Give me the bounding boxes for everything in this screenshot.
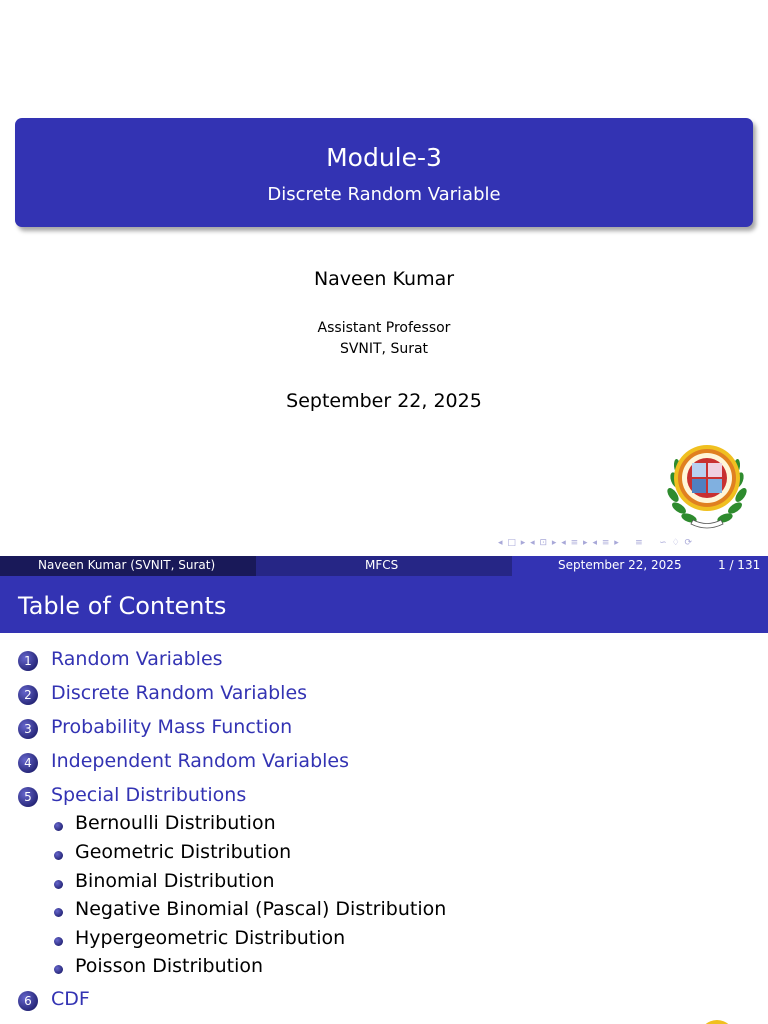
section-number-badge: 1: [18, 651, 38, 671]
subsection-link[interactable]: Bernoulli Distribution: [75, 812, 276, 834]
section-link[interactable]: Discrete Random Variables: [51, 682, 308, 704]
slide-subtitle: Discrete Random Variable: [267, 184, 501, 205]
section-link[interactable]: Special Distributions: [51, 784, 247, 806]
section-number-badge: 4: [18, 753, 38, 773]
author-position: Assistant Professor: [317, 320, 451, 336]
bullet-icon: [54, 851, 63, 860]
subsection-link[interactable]: Binomial Distribution: [75, 870, 275, 892]
bullet-icon: [54, 880, 63, 889]
author-name: Naveen Kumar: [313, 268, 455, 290]
slide-title: Module-3: [326, 143, 442, 172]
section-number-badge: 6: [18, 991, 38, 1011]
footer-date: September 22, 2025: [558, 558, 682, 572]
institute-logo-partial: [694, 1016, 740, 1024]
bullet-icon: [54, 822, 63, 831]
navigation-symbols[interactable]: ◂ □ ▸ ◂ ⊡ ▸ ◂ ≡ ▸ ◂ ≡ ▸ ≡ ∽ ♢ ⟳: [498, 538, 694, 548]
section-number-badge: 2: [18, 685, 38, 705]
presentation-date: September 22, 2025: [286, 390, 482, 412]
section-link[interactable]: CDF: [51, 988, 90, 1010]
slide-footer: [0, 556, 768, 576]
section-link[interactable]: Probability Mass Function: [51, 716, 293, 738]
footer-author: Naveen Kumar (SVNIT, Surat): [38, 558, 216, 572]
subsection-link[interactable]: Poisson Distribution: [75, 955, 264, 977]
title-block: [15, 118, 753, 227]
bullet-icon: [54, 937, 63, 946]
subsection-link[interactable]: Geometric Distribution: [75, 841, 292, 863]
footer-course: MFCS: [365, 558, 399, 572]
section-number-badge: 3: [18, 719, 38, 739]
section-link[interactable]: Random Variables: [51, 648, 223, 670]
subsection-link[interactable]: Negative Binomial (Pascal) Distribution: [75, 898, 447, 920]
author-institute: SVNIT, Surat: [339, 341, 429, 357]
section-number-badge: 5: [18, 787, 38, 807]
bullet-icon: [54, 965, 63, 974]
subsection-link[interactable]: Hypergeometric Distribution: [75, 927, 346, 949]
toc-list: [0, 576, 768, 1024]
bullet-icon: [54, 908, 63, 917]
section-link[interactable]: Independent Random Variables: [51, 750, 349, 772]
institute-logo: [665, 440, 749, 532]
footer-page-number: 1 / 131: [718, 558, 761, 572]
toc-title: Table of Contents: [18, 592, 227, 620]
toc-slide: [0, 576, 768, 1024]
